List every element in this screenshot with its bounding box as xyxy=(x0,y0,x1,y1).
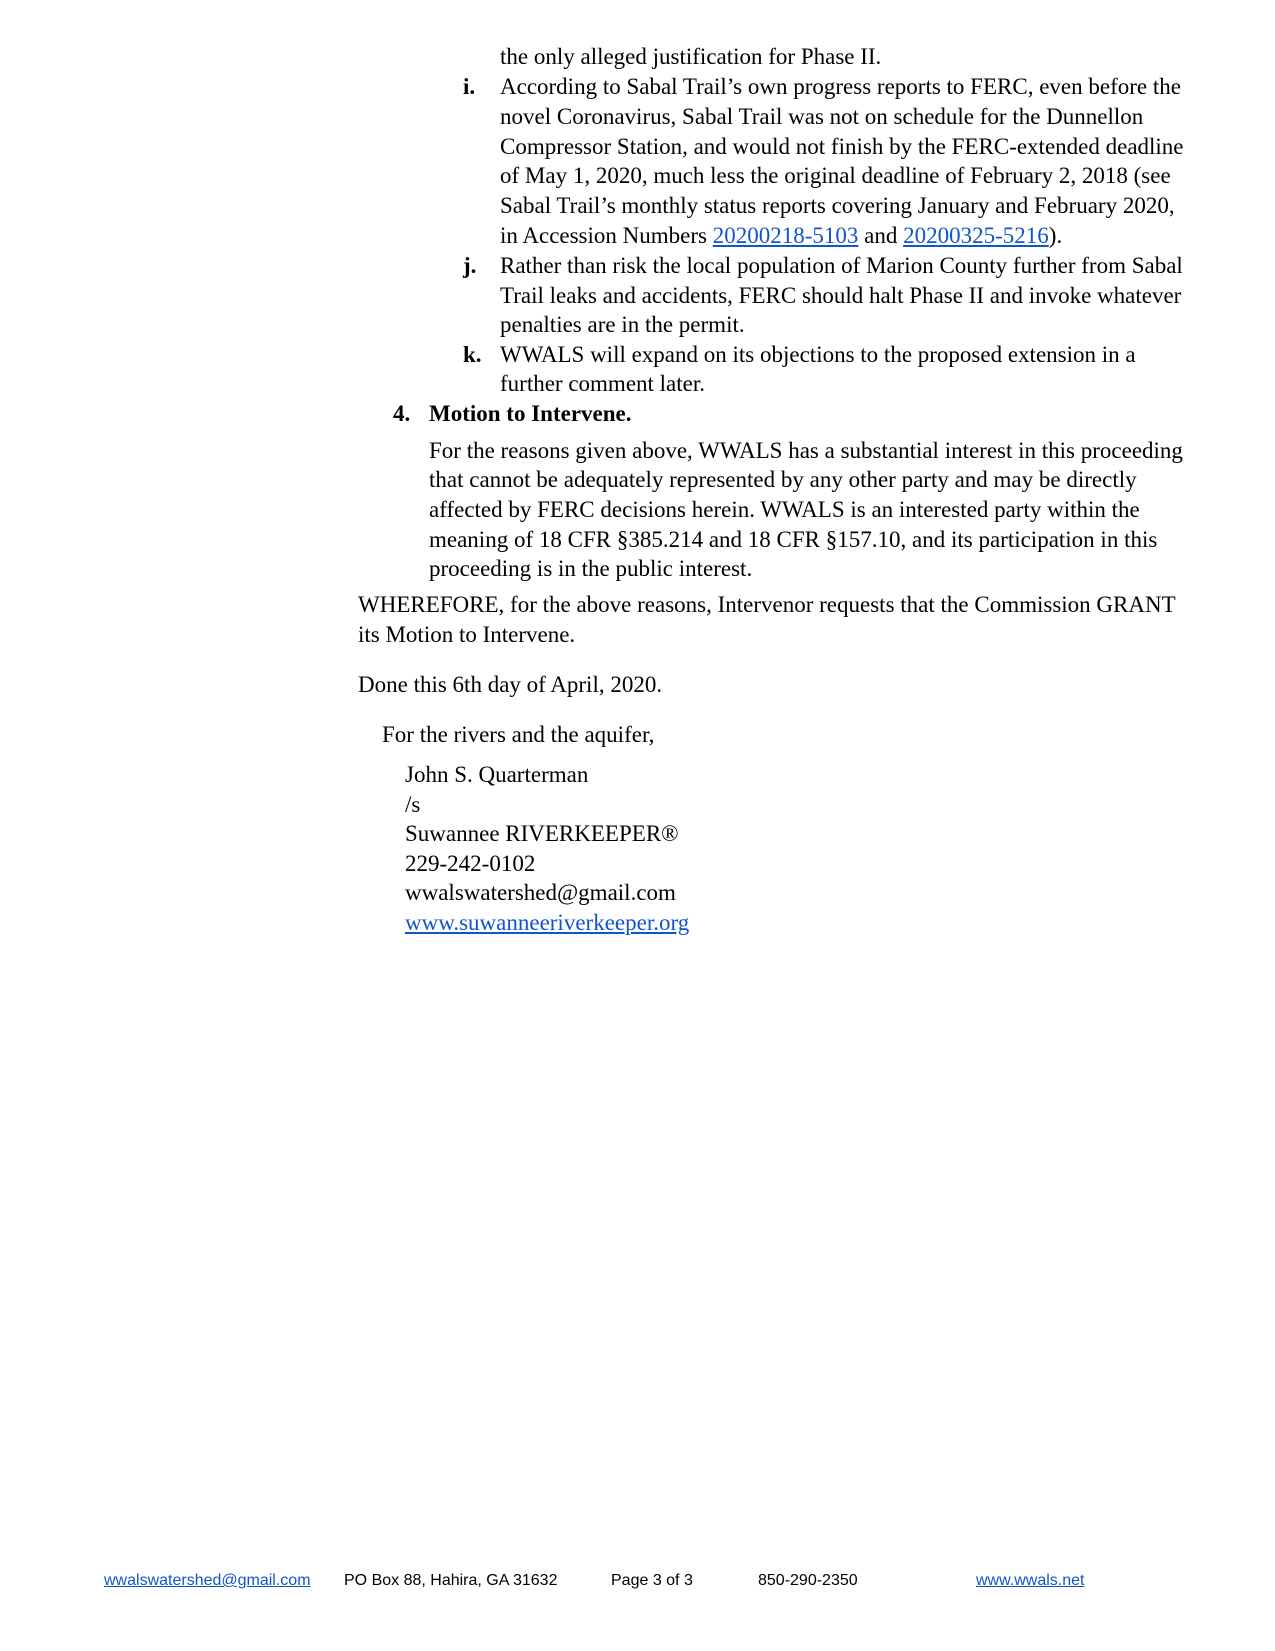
signature-website-link[interactable]: www.suwanneeriverkeeper.org xyxy=(405,910,690,935)
section-4-number: 4. xyxy=(393,401,411,426)
accession-link-20200218[interactable]: 20200218-5103 xyxy=(712,223,859,248)
footer-page-number: Page 3 of 3 xyxy=(611,1572,693,1589)
section-4-line-3: affected by FERC decisions herein. WWALS is an interested party within the xyxy=(429,497,1140,522)
item-i-line-5: Sabal Trail’s monthly status reports covering January and February 2020, xyxy=(500,193,1175,218)
item-i-marker: i. xyxy=(463,74,476,99)
section-4-line-1: For the reasons given above, WWALS has a substantial interest in this proceeding xyxy=(429,438,1183,463)
signature-phone: 229-242-0102 xyxy=(405,851,536,876)
section-4-line-2: that cannot be adequately represented by any other party and may be directly xyxy=(429,467,1137,492)
item-k-marker: k. xyxy=(463,342,482,367)
item-j-marker: j. xyxy=(463,253,477,278)
item-i-line-6 xyxy=(500,220,1062,251)
accession-link-20200325[interactable]: 20200325-5216 xyxy=(903,223,1049,248)
signature-mark: /s xyxy=(405,792,421,817)
wherefore-line-1: WHEREFORE, for the above reasons, Intervenor requests that the Commission GRANT xyxy=(358,592,1176,617)
wherefore-line-2: its Motion to Intervene. xyxy=(358,622,576,647)
item-i-line-2: novel Coronavirus, Sabal Trail was not on schedule for the Dunnellon xyxy=(500,104,1144,129)
footer-address: PO Box 88, Hahira, GA 31632 xyxy=(344,1572,558,1589)
item-j-line-2: Trail leaks and accidents, FERC should halt Phase II and invoke whatever xyxy=(500,283,1182,308)
section-4-line-4: meaning of 18 CFR §385.214 and 18 CFR §157.10, and its participation in this xyxy=(429,527,1158,552)
item-i-line-1: According to Sabal Trail’s own progress reports to FERC, even before the xyxy=(500,74,1181,99)
footer-email-link[interactable]: wwalswatershed@gmail.com xyxy=(104,1572,311,1589)
footer-phone: 850-290-2350 xyxy=(758,1572,858,1589)
item-i-line-6-prefix: in Accession Numbers xyxy=(500,223,713,248)
item-j-line-3: penalties are in the permit. xyxy=(500,312,745,337)
item-i-line-6-between: and xyxy=(858,223,904,248)
signature-email: wwalswatershed@gmail.com xyxy=(405,880,676,905)
item-k-line-1: WWALS will expand on its objections to the proposed extension in a xyxy=(500,342,1136,367)
item-i-line-3: Compressor Station, and would not finish by the FERC-extended deadline xyxy=(500,134,1184,159)
item-k-line-2: further comment later. xyxy=(500,371,706,396)
signature-title: Suwannee RIVERKEEPER® xyxy=(405,821,679,846)
done-date: Done this 6th day of April, 2020. xyxy=(358,672,663,697)
item-i-line-4: of May 1, 2020, much less the original deadline of February 2, 2018 (see xyxy=(500,163,1171,188)
footer-website-link[interactable]: www.wwals.net xyxy=(976,1572,1085,1589)
item-h-continuation: the only alleged justification for Phase II. xyxy=(500,44,882,69)
item-j-line-1: Rather than risk the local population of Marion County further from Sabal xyxy=(500,253,1183,278)
signature-name: John S. Quarterman xyxy=(405,762,589,787)
section-4-heading: Motion to Intervene. xyxy=(429,401,632,426)
closing-line: For the rivers and the aquifer, xyxy=(382,722,655,747)
section-4-line-5: proceeding is in the public interest. xyxy=(429,556,753,581)
item-i-line-6-suffix: ). xyxy=(1048,223,1063,248)
